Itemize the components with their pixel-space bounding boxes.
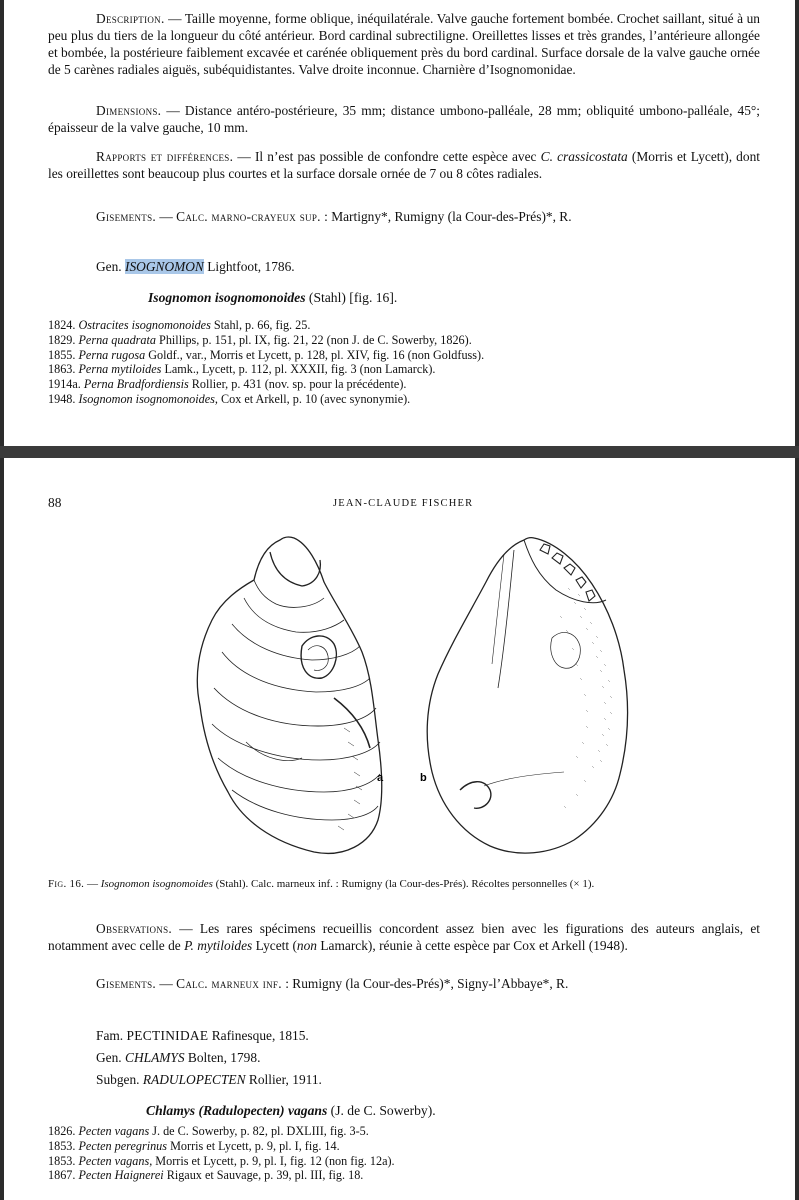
synonymy-entry: 1867. Pecten Haignerei Rigaux et Sauvage, p. 39, pl. III, fig. 18. [48,1168,364,1183]
description-paragraph [48,10,760,78]
synonymy-entry: 1914a. Perna Bradfordiensis Rollier, p. 431 (nov. sp. pour la précédente). [48,377,407,392]
caption-text: (Stahl). Calc. marneux inf. : Rumigny (la Cour-des-Prés). Récoltes personnelles (× 1). [212,878,595,890]
rapports-species: C. crassicostata [540,149,628,164]
caption-species: Isognomon isognomoides [100,878,213,890]
observations-text-1: — Les rares spécimens recueillis concordent assez bien avec les figurations des auteurs anglais, et notamment avec celle de [48,921,760,953]
gisements-dash: — [156,209,177,224]
genus-name-highlighted[interactable]: ISOGNOMON [125,259,204,274]
fossil-figure [184,528,704,868]
caption-dash: — [84,878,101,890]
figure-label-b: b [420,772,427,784]
rapports-text-2: (Morris et Lycett), dont les oreillettes sont beaucoup plus courtes et la surface dorsale ornée de 7 ou 8 côtes radiales. [48,149,760,181]
rapports-heading: Rapports et différences. [96,149,234,164]
gisements-formation: Calc. marno-crayeux sup. [176,209,321,224]
genus-heading [96,259,295,275]
observations-text-3: Lamarck), réunie à cette espèce par Cox et Arkell (1948). [317,938,628,953]
genus-prefix: Gen. [96,259,126,274]
top-page [4,0,795,446]
species-ref-2: (J. de C. Sowerby). [327,1103,436,1118]
synonymy-entry: 1863. Perna mytiloides Lamk., Lycett, p. 112, pl. XXXII, fig. 3 (non Lamarck). [48,362,436,377]
rapports-text-1: — Il n’est pas possible de confondre cette espèce avec [233,149,541,164]
synonymy-entry: 1826. Pecten vagans J. de C. Sowerby, p. 82, pl. DXLIII, fig. 3-5. [48,1124,369,1138]
description-text: — Taille moyenne, forme oblique, inéquilatérale. Valve gauche fortement bombée. Crochet saillant, situé à un peu plus du tiers de la longueur du côté antérieur. Bord cardinal subrectiligne. Oreillettes lisses et très grandes, l’antérieure allongée et bombée, la postérieure faiblement excavée et carénée obliquement près du bord cardinal. Surface dorsale de la valve gauche ornée de 5 carènes radiales aiguës, subéquidistantes. Valve droite inconnue. Charnière d’Isognomonidae. [48,11,760,77]
gisements-heading-2: Gisements. [96,976,157,991]
gisements-formation-2: Calc. marneux inf. [176,976,282,991]
specimen-b-drawing [427,538,627,853]
synonymy-entry: 1824. Ostracites isognomonoides Stahl, p. 66, fig. 25. [48,318,311,332]
dimensions-text: — Distance antéro-postérieure, 35 mm; distance umbono-palléale, 28 mm; obliquité umbono-palléale, 45°; épaisseur de la valve gauche, 10 mm. [48,103,760,135]
family-heading: Fam. PECTINIDAE Rafinesque, 1815. [96,1028,309,1043]
synonymy-entry: 1853. Pecten peregrinus Morris et Lycett, p. 9, pl. I, fig. 14. [48,1138,340,1153]
gisements-paragraph-2 [96,975,760,992]
observations-paragraph [48,920,760,954]
synonymy-entry: 1948. Isognomon isognomonoides, Cox et Arkell, p. 10 (avec synonymie). [48,391,411,406]
observations-non: non [296,938,317,953]
synonymy-entry: 1853. Pecten vagans, Morris et Lycett, p. 9, pl. I, fig. 12 (non fig. 12a). [48,1153,395,1168]
species-ref: (Stahl) [fig. 16]. [305,290,398,305]
gisements-heading: Gisements. [96,209,157,224]
species-title-2 [146,1103,436,1119]
gisements-paragraph [96,208,760,225]
subgenus-name: RADULOPECTEN [142,1072,246,1087]
dimensions-heading: Dimensions. [96,103,162,118]
dimensions-paragraph [48,102,760,136]
rapports-paragraph [48,148,760,182]
bottom-page [4,458,795,1200]
subgenus-heading: Subgen. RADULOPECTEN Rollier, 1911. [96,1072,322,1087]
gisements-localities-2: : Rumigny (la Cour-des-Prés)*, Signy-l’Abbaye*, R. [281,976,569,991]
specimen-a-drawing [197,537,381,853]
gisements-dash-2: — [156,976,177,991]
synonymy-entry: 1855. Perna rugosa Goldf., var., Morris et Lycett, p. 128, pl. XIV, fig. 16 (non Goldfuss). [48,347,485,362]
gisements-localities: : Martigny*, Rumigny (la Cour-des-Prés)*, R. [320,209,572,224]
genus-author: Lightfoot, 1786. [203,259,295,274]
synonymy-list-2 [48,1124,395,1183]
figure-label-a: a [377,772,384,784]
description-heading: Description. [96,11,165,26]
species-name: Isognomon isognomonoides [148,290,306,305]
observations-heading: Observations. [96,921,173,936]
observations-text-2: Lycett ( [252,938,297,953]
genus-name-2: CHLAMYS [125,1050,185,1065]
running-head: JEAN-CLAUDE FISCHER [333,498,474,509]
page-number: 88 [48,495,62,510]
genus-heading-2: Gen. CHLAMYS Bolten, 1798. [96,1050,261,1065]
page-separator [0,446,799,458]
synonymy-entry: 1829. Perna quadrata Phillips, p. 151, pl. IX, fig. 21, 22 (non J. de C. Sowerby, 1826). [48,332,472,347]
observations-species: P. mytiloides [184,938,253,953]
synonymy-list [48,318,484,407]
family-name: PECTINIDAE [126,1028,209,1043]
figure-caption [48,878,594,890]
species-title [148,290,397,306]
species-name-2: Chlamys (Radulopecten) vagans [146,1103,328,1118]
caption-fig-number: Fig. 16. [48,878,85,890]
